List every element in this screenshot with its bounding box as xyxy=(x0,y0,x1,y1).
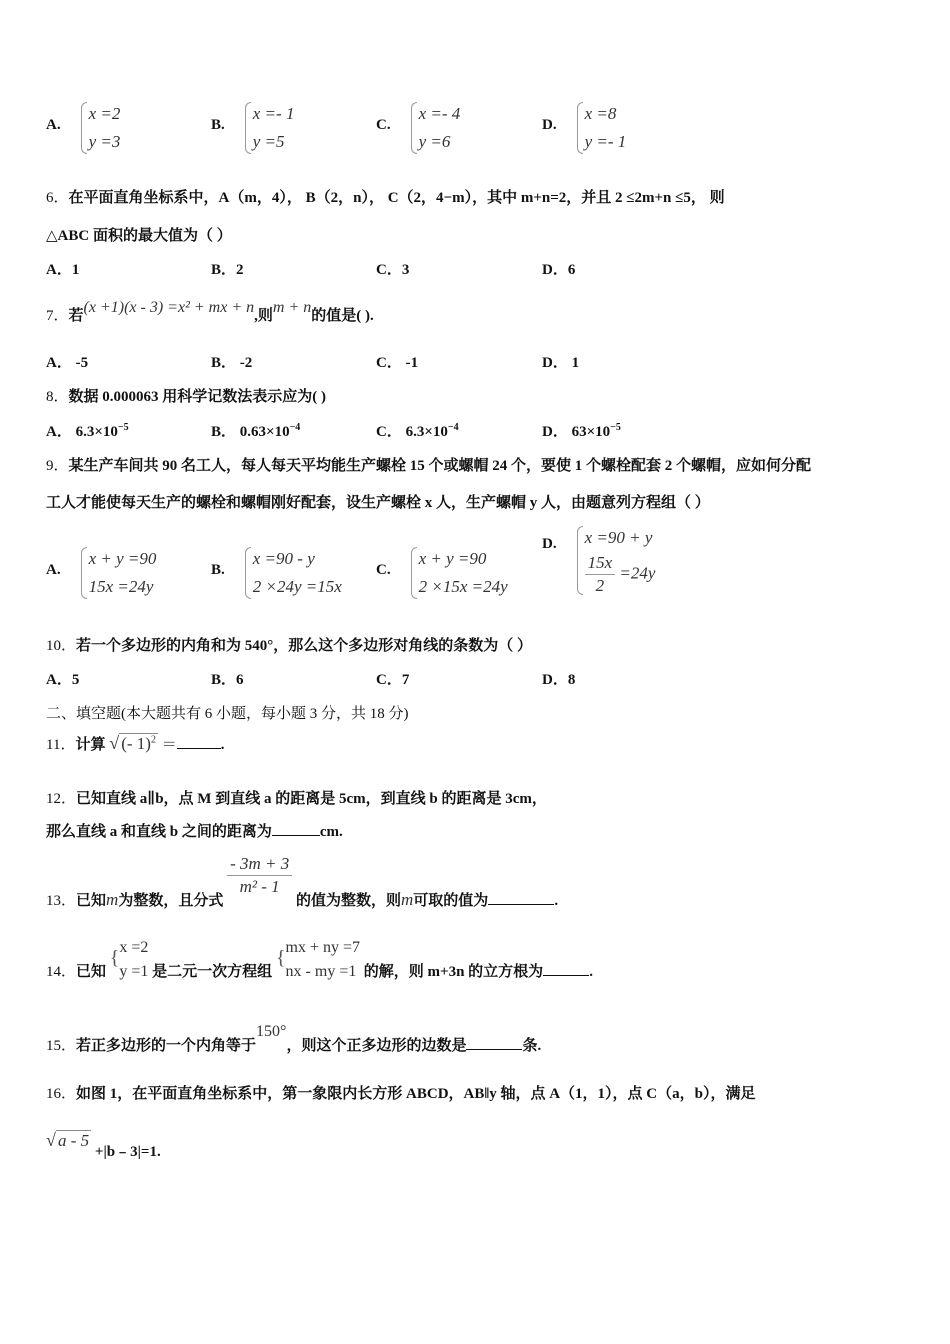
q8-option-b[interactable]: B． $0.63\times 10^{-4}$ xyxy=(211,422,301,440)
equation-system: x =90 - y 2 ×24y =15x xyxy=(243,545,342,601)
q6-option-b[interactable]: B．2 xyxy=(211,262,244,278)
q7-option-d[interactable]: D． 1 xyxy=(542,355,580,371)
question-16-line1: 16．如图 1，在平面直角坐标系中，第一象限内长方形 ABCD，AB‖y 轴，点 A（1，1），点 C（a，b），满足 xyxy=(46,1086,756,1102)
question-11: 11．计算 √ (- 1)$^2$ ＝ . xyxy=(46,733,225,753)
q10-option-b[interactable]: B．6 xyxy=(211,672,244,688)
q7-option-b[interactable]: B． -2 xyxy=(211,355,253,371)
question-12-line2: 那么直线 a 和直线 b 之间的距离为 cm. xyxy=(46,820,343,841)
q10-option-d[interactable]: D．8 xyxy=(542,672,576,688)
question-13: 13．已知m为整数，且分式 $\frac{- 3m + 3}{\text{m² - 1}}$ 的值为整数，则m可取的值为 . xyxy=(46,854,559,909)
equation-system: x =- 1 y =5 xyxy=(243,100,295,156)
q9-option-b[interactable]: B. x =90 - y 2 ×24y =15x xyxy=(211,545,342,601)
formula: (x +1)(x - 3) =x² + mx + n xyxy=(83,299,255,316)
q10-option-a[interactable]: A．5 xyxy=(46,672,80,688)
question-12-line1: 12．已知直线 a∥b，点 M 到直线 a 的距离是 5cm，到直线 b 的距离是 3cm， xyxy=(46,791,547,807)
q6-option-d[interactable]: D．6 xyxy=(542,262,576,278)
q5-option-c[interactable]: C. x =- 4 y =6 xyxy=(376,100,460,156)
q8-option-c[interactable]: C． $6.3\times 10^{-4}$ xyxy=(376,422,459,440)
equation-system: x =- 4 y =6 xyxy=(409,100,461,156)
q9-option-d[interactable]: D. x =90 + y $\frac{15x}{2}$ =24y xyxy=(542,524,655,597)
equation-system: x + y =90 15x =24y xyxy=(79,545,157,601)
q7-option-c[interactable]: C． -1 xyxy=(376,355,419,371)
equation-system: x =90 + y $\frac{15x}{2}$ =24y xyxy=(575,524,656,597)
q6-option-a[interactable]: A．1 xyxy=(46,262,80,278)
question-8: 8．数据 0.000063 用科学记数法表示应为( ) xyxy=(46,389,327,405)
question-16-line2: √ a - 5 +|b﹣3|=1. xyxy=(46,1130,161,1160)
square-root: √ (- 1)$^2$ xyxy=(109,733,156,753)
q5-option-d[interactable]: D. x =8 y =- 1 xyxy=(542,100,626,156)
answer-blank[interactable] xyxy=(488,890,554,905)
question-7: 7．若(x +1)(x - 3) =x² + mx + n,则m + n的值是( ). xyxy=(46,299,374,324)
q9-option-a[interactable]: A. x + y =90 15x =24y xyxy=(46,545,156,601)
fraction: $\frac{- 3m + 3}{\text{m² - 1}}$ xyxy=(227,853,292,898)
question-9-line2: 工人才能使每天生产的螺栓和螺帽刚好配套，设生产螺栓 x 人，生产螺帽 y 人，由题意列方程组（ ） xyxy=(46,495,710,511)
question-6-line2: △ABC 面积的最大值为（ ） xyxy=(46,228,232,244)
q8-option-a[interactable]: A． $6.3\times 10^{-5}$ xyxy=(46,422,129,440)
answer-blank[interactable] xyxy=(466,1035,522,1050)
question-9-line1: 9．某生产车间共 90 名工人，每人每天平均能生产螺栓 15 个或螺帽 24 个，要使 1 个螺栓配套 2 个螺帽，应如何分配 xyxy=(46,458,812,474)
question-14: 14．已知 { x =2 y =1 是二元一次方程组 { mx + ny =7 nx - my =1 的解，则 m+3n 的立方根为 . xyxy=(46,939,593,980)
question-6-line1: 6．在平面直角坐标系中，A（m，4）， B（2，n）， C（2，4−m），其中 m+n=2，并且 2 ≤2m+n ≤5， 则 xyxy=(46,190,725,206)
equation-system: x + y =90 2 ×15x =24y xyxy=(409,545,508,601)
square-root: √ a - 5 xyxy=(46,1130,90,1150)
q7-option-a[interactable]: A． -5 xyxy=(46,355,89,371)
q8-option-d[interactable]: D． $63\times 10^{-5}$ xyxy=(542,422,621,440)
section-title: 二、填空题(本大题共有 6 小题，每小题 3 分，共 18 分) xyxy=(46,706,409,722)
answer-blank[interactable] xyxy=(272,821,320,836)
answer-blank[interactable] xyxy=(543,961,589,976)
question-15: 15．若正多边形的一个内角等于150°，则这个正多边形的边数是 条. xyxy=(46,1023,542,1054)
equation-system: x =8 y =- 1 xyxy=(575,100,627,156)
question-10: 10．若一个多边形的内角和为 540°，那么这个多边形对角线的条数为（ ） xyxy=(46,638,533,654)
q5-option-b[interactable]: B. x =- 1 y =5 xyxy=(211,100,294,156)
q5-option-a[interactable]: A. x =2 y =3 xyxy=(46,100,120,156)
q9-option-c[interactable]: C. x + y =90 2 ×15x =24y xyxy=(376,545,508,601)
expression: m + n xyxy=(272,299,312,316)
q6-option-c[interactable]: C．3 xyxy=(376,262,410,278)
answer-blank[interactable] xyxy=(177,734,221,749)
q10-option-c[interactable]: C．7 xyxy=(376,672,410,688)
equation-system: x =2 y =3 xyxy=(79,100,121,156)
